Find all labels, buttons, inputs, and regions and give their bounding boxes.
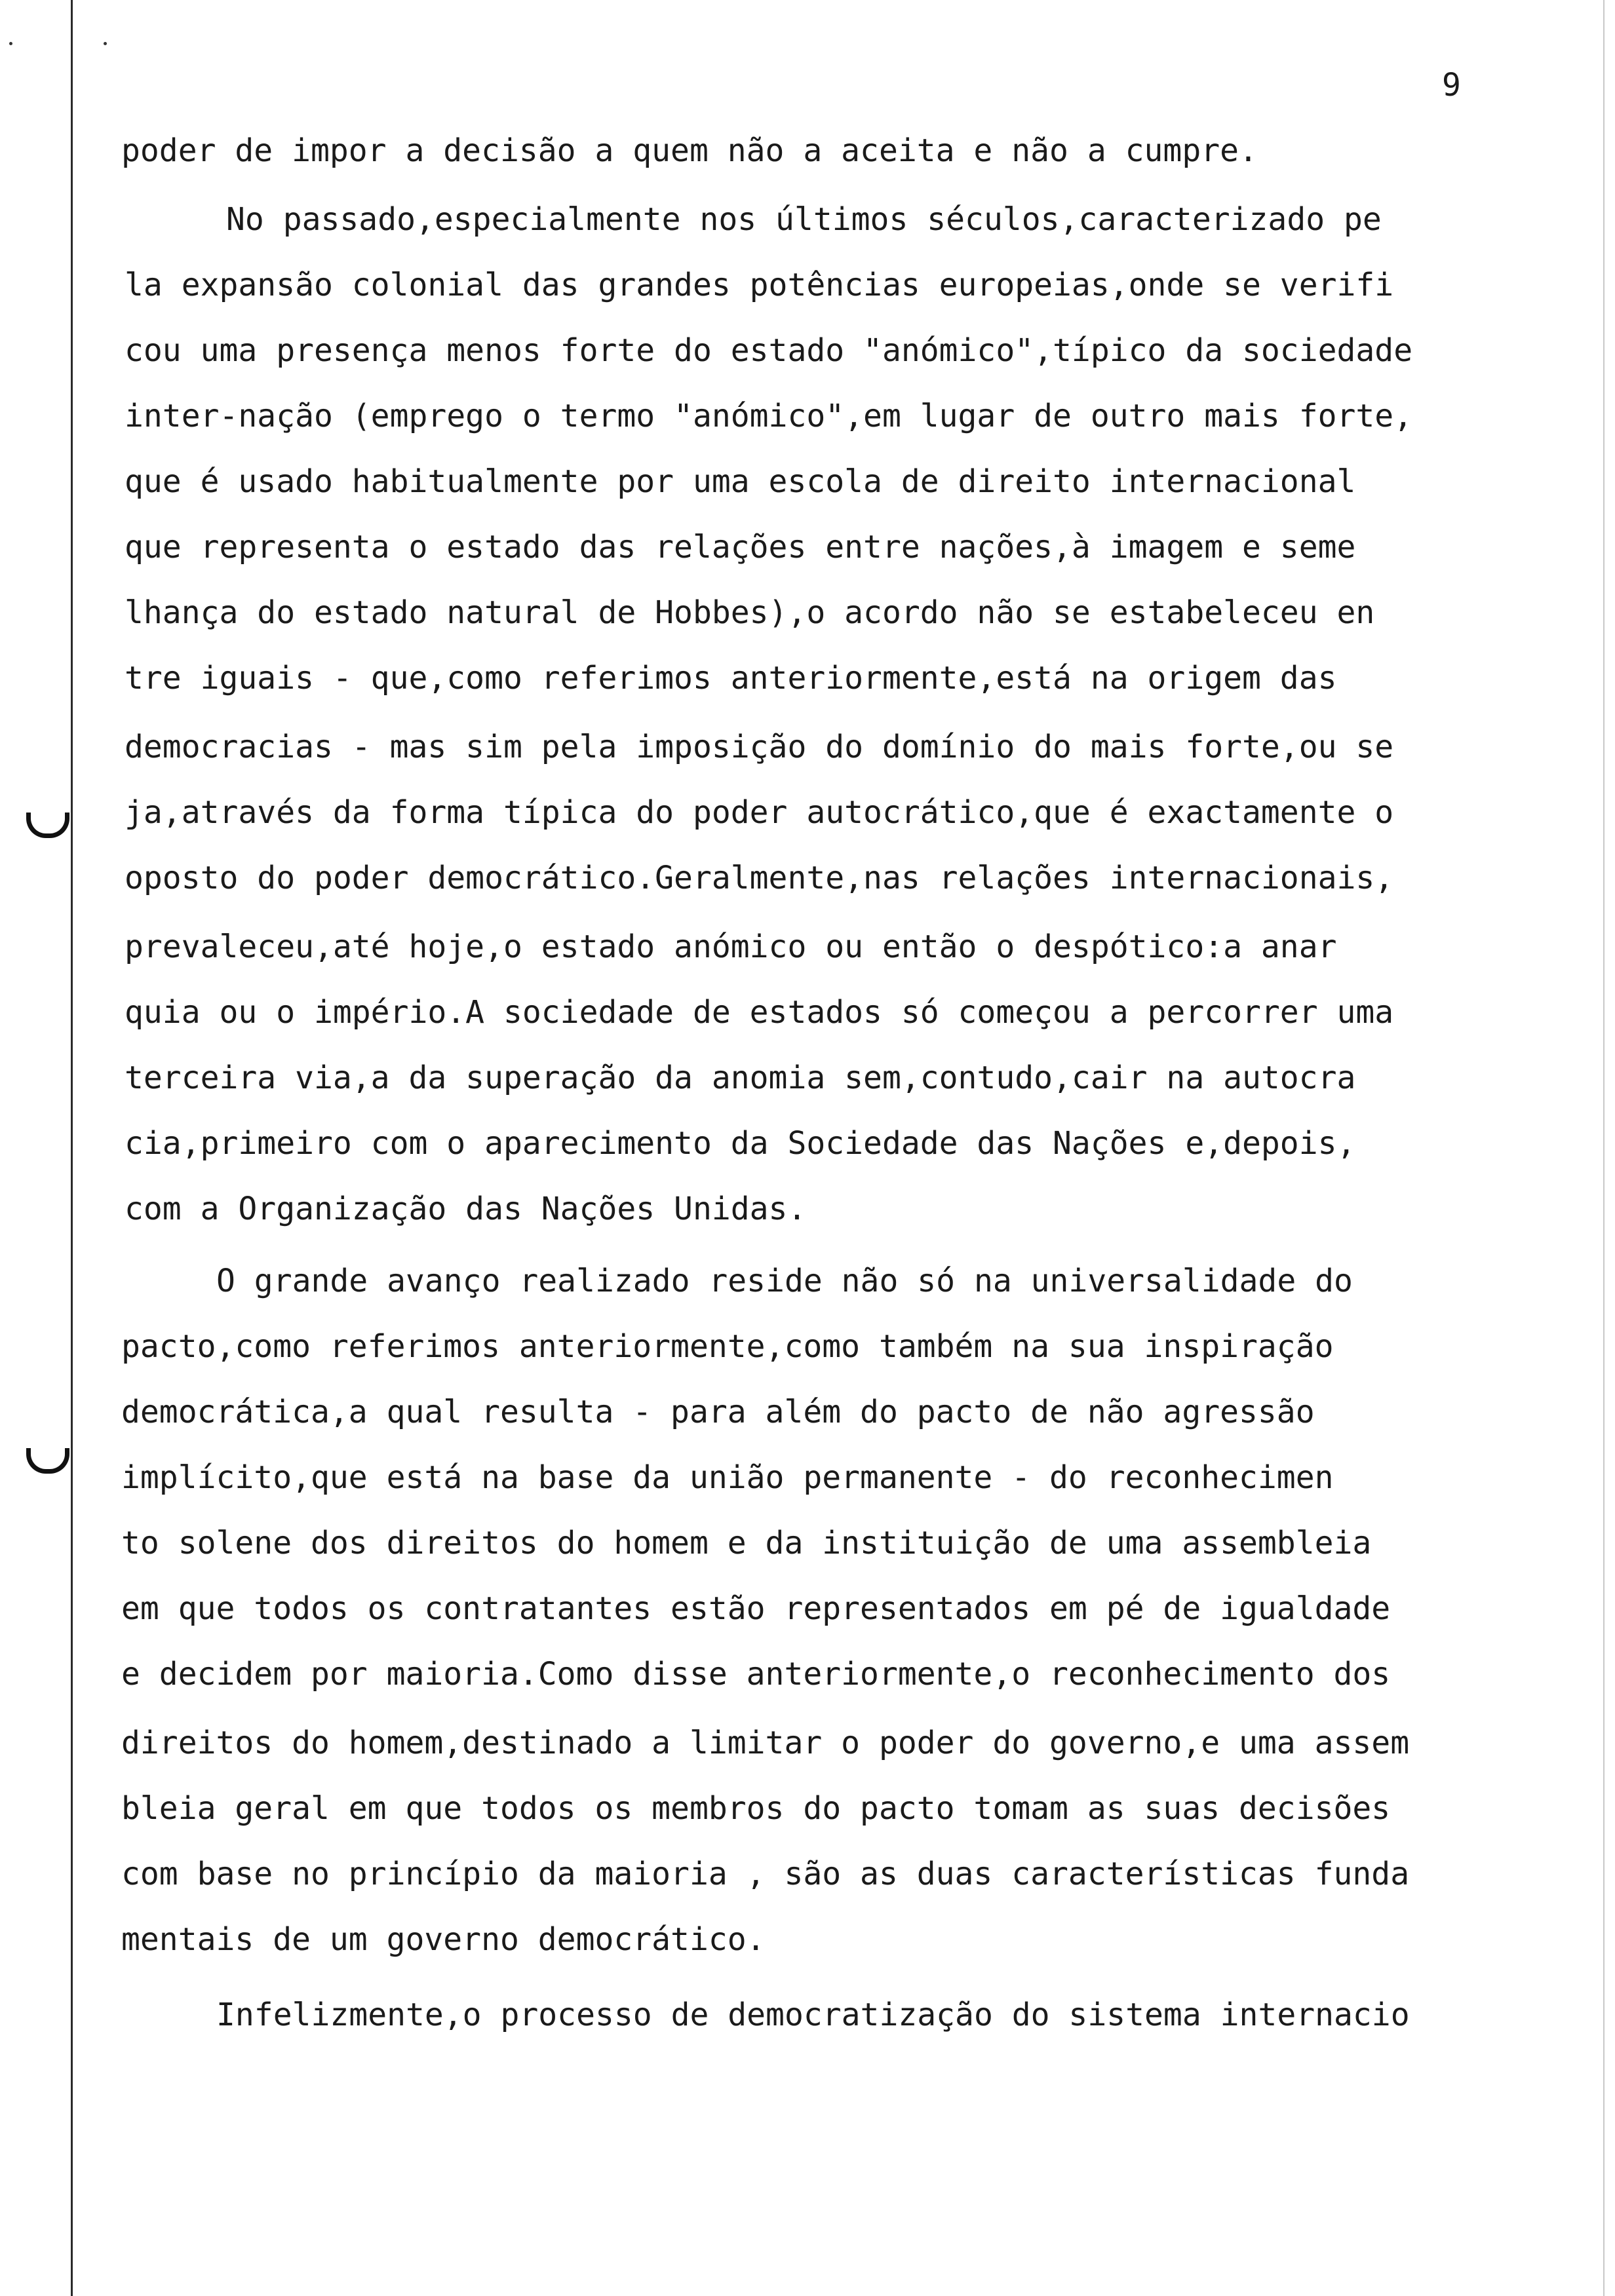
text-line: bleia geral em que todos os membros do pacto tomam as suas decisões [121, 1790, 1391, 1827]
text-line: com a Organização das Nações Unidas. [125, 1191, 807, 1227]
text-line: implícito,que está na base da união permanente - do reconhecimen [121, 1459, 1334, 1496]
text-line: oposto do poder democrático.Geralmente,nas relações internacionais, [125, 860, 1394, 896]
text-line: poder de impor a decisão a quem não a aceita e não a cumpre. [121, 132, 1258, 169]
text-line: que é usado habitualmente por uma escola de direito internacional [125, 463, 1356, 500]
text-line: em que todos os contratantes estão representados em pé de igualdade [121, 1590, 1391, 1627]
text-line: la expansão colonial das grandes potências europeias,onde se verifi [125, 267, 1394, 303]
text-line: direitos do homem,destinado a limitar o poder do governo,e uma assem [121, 1725, 1410, 1761]
text-line: O grande avanço realizado reside não só na universalidade do [216, 1263, 1353, 1299]
ink-speck [104, 42, 107, 45]
text-line: democrática,a qual resulta - para além do pacto de não agressão [121, 1394, 1315, 1430]
text-line: terceira via,a da superação da anomia sem,contudo,cair na autocra [125, 1060, 1356, 1096]
page-number: 9 [1442, 67, 1461, 104]
text-line: mentais de um governo democrático. [121, 1921, 766, 1958]
text-line: inter-nação (emprego o termo "anómico",em lugar de outro mais forte, [125, 398, 1413, 434]
right-edge-rule [1603, 0, 1605, 2296]
text-line: Infelizmente,o processo de democratização do sistema internacio [216, 1997, 1410, 2033]
text-line: democracias - mas sim pela imposição do domínio do mais forte,ou se [125, 729, 1394, 765]
ink-speck [9, 42, 12, 45]
text-line: que representa o estado das relações entre nações,à imagem e seme [125, 529, 1356, 565]
text-line: e decidem por maioria.Como disse anteriormente,o reconhecimento dos [121, 1656, 1391, 1693]
text-line: quia ou o império.A sociedade de estados só começou a percorrer uma [125, 994, 1394, 1031]
text-line: lhança do estado natural de Hobbes),o acordo não se estabeleceu en [125, 594, 1375, 631]
text-line: cou uma presença menos forte do estado "anómico",típico da sociedade [125, 332, 1413, 369]
margin-bracket-mark [26, 813, 69, 838]
text-line: com base no princípio da maioria , são as duas características funda [121, 1856, 1410, 1892]
text-line: ja,através da forma típica do poder autocrático,que é exactamente o [125, 794, 1394, 831]
text-line: pacto,como referimos anteriormente,como também na sua inspiração [121, 1328, 1334, 1365]
text-line: prevaleceu,até hoje,o estado anómico ou então o despótico:a anar [125, 928, 1337, 965]
text-line: No passado,especialmente nos últimos séculos,caracterizado pe [226, 201, 1382, 238]
text-line: tre iguais - que,como referimos anteriormente,está na origem das [125, 660, 1337, 697]
left-margin-rule [71, 0, 73, 2296]
text-line: to solene dos direitos do homem e da instituição de uma assembleia [121, 1525, 1372, 1561]
margin-bracket-mark [26, 1448, 69, 1474]
text-line: cia,primeiro com o aparecimento da Sociedade das Nações e,depois, [125, 1125, 1356, 1162]
